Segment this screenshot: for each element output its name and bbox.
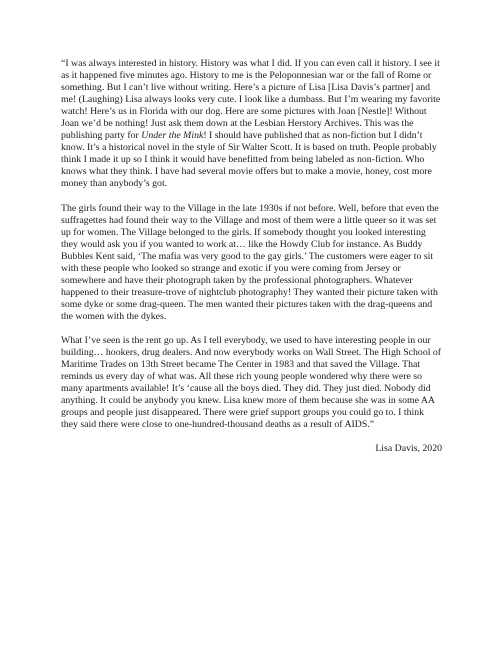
attribution: Lisa Davis, 2020 xyxy=(375,443,442,455)
paragraph-3-text: What I’ve seen is the rent go up. As I tell everybody, we used to have interesting people in our building… hookers, drug dealers. And now everybody works on Wall Street. The High School of Maritime Trades on 13th Street became The Center in 1983 and that saved the Village. That reminds us every day of what was. All these rich young people wondered why there were so many apartments available! It’s ‘cause all the boys died. They did. They just died. Nobody did anything. It could be anybody you knew. Lisa knew more of them because she was in some AA groups and people just disappeared. There were grief support groups you could go to. I think they said there were close to one-hundred-thousand deaths as a result of AIDS.” xyxy=(61,334,442,431)
book-title: Under the Mink xyxy=(141,130,204,142)
paragraph-1-text-b: ! I should have published that as non-fiction but I didn’t know. It’s a historical novel in the style of Sir Walter Scott. It is based on truth. People probably think I made it up so I think it would have benefitted from being labeled as non-fiction. Who knows what they think. I have had several movie offers but to make a movie, honey, cost more money than anybody’s got. xyxy=(61,130,437,190)
paragraph-1-text-a: “I was always interested in history. History was what I did. If you can even call it history. I see it as it happened five minutes ago. History to me is the Peloponnesian war or the fall of Rome or something. But I can’t live without writing. Here’s a picture of Lisa [Lisa Davis’s partner] and me! (Laughing) Lisa always looks very cute. I look like a dumbass. But I’m wearing my favorite watch! Here’s us in Florida with our dog. Here are some pictures with Joan [Nestle]! Without Joan we’d be nothing! Just ask them down at the Lesbian Herstory Archives. This was the publishing party for xyxy=(61,58,441,142)
paragraph-2 xyxy=(61,203,442,323)
paragraph-1 xyxy=(61,58,442,191)
document-page xyxy=(61,58,442,455)
paragraph-2-text: The girls found their way to the Village in the late 1930s if not before. Well, before that even the suffragettes had found their way to the Village and most of them were a little queer so it was set up for women. The Village belonged to the girls. If somebody thought you looked interesting they would ask you if you wanted to work at… like the Howdy Club for instance. As Buddy Bubbles Kent said, ‘The mafia was very good to the gay girls.’ The customers were eager to sit with these people who looked so strange and exotic if you were coming from Jersey or somewhere and have their photograph taken by the professional photographers. Whatever happened to their treasure-trove of nightclub photography! They wanted their picture taken with some dyke or some drag-queen. The men wanted their pictures taken with the drag-queens and the women with the dykes. xyxy=(61,202,439,322)
paragraph-3 xyxy=(61,335,442,431)
